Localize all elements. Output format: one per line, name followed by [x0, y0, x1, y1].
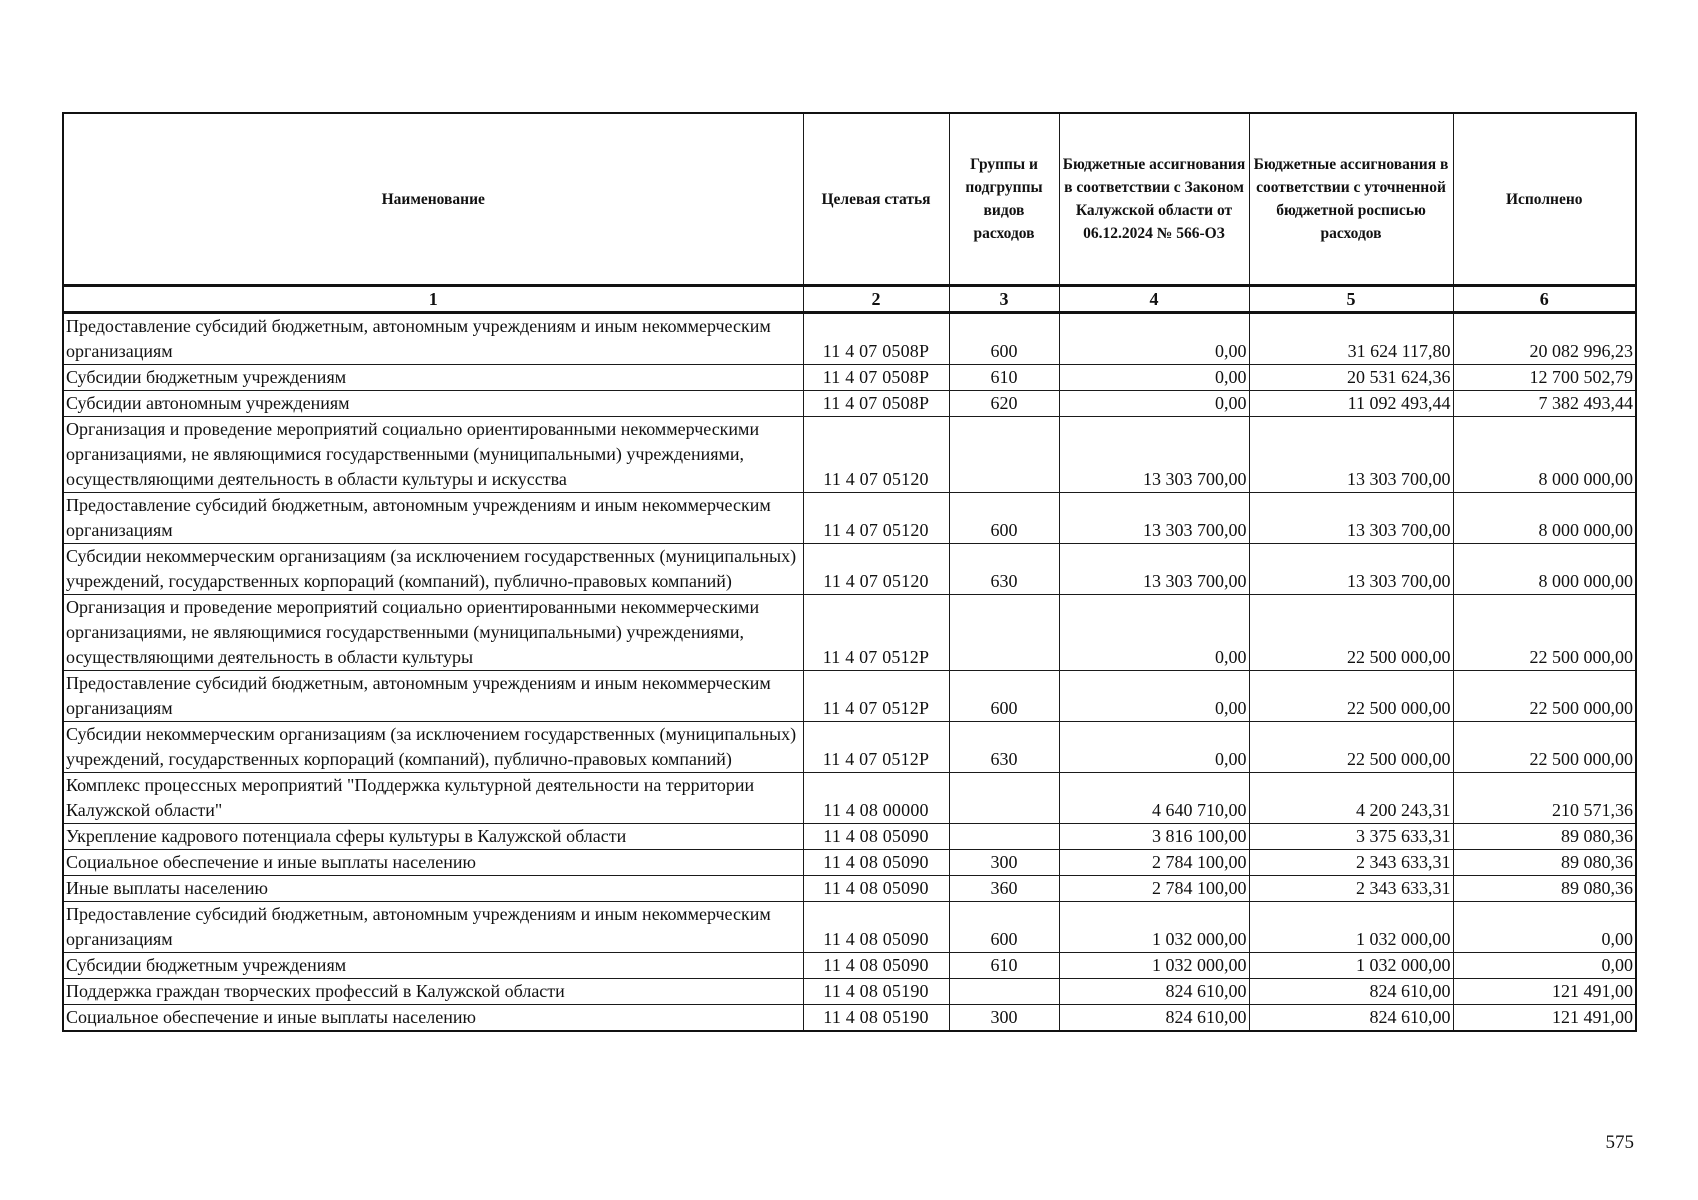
row-executed-amount: 20 082 996,23 [1453, 313, 1636, 365]
row-name: Организация и проведение мероприятий социально ориентированными некоммерческими организациями, не являющимися государственными (муниципальными) учреждениями, осуществляющими деятельность в области культуры [63, 595, 803, 671]
row-name: Организация и проведение мероприятий социально ориентированными некоммерческими организациями, не являющимися государственными (муниципальными) учреждениями, осуществляющими деятельность в области культуры и искусства [63, 417, 803, 493]
row-law-amount: 2 784 100,00 [1059, 876, 1249, 902]
row-name: Иные выплаты населению [63, 876, 803, 902]
row-expense-group: 300 [949, 850, 1059, 876]
table-row [63, 824, 1636, 850]
table-row [63, 876, 1636, 902]
table-row [63, 671, 1636, 722]
table-row [63, 313, 1636, 365]
row-target-article: 11 4 07 05120 [803, 493, 949, 544]
row-target-article: 11 4 08 05190 [803, 1005, 949, 1032]
row-refined-amount: 22 500 000,00 [1249, 595, 1453, 671]
table-row [63, 850, 1636, 876]
row-refined-amount: 11 092 493,44 [1249, 391, 1453, 417]
row-target-article: 11 4 08 00000 [803, 773, 949, 824]
row-target-article: 11 4 07 05120 [803, 544, 949, 595]
table-row [63, 493, 1636, 544]
table-row [63, 365, 1636, 391]
row-expense-group [949, 595, 1059, 671]
row-executed-amount: 22 500 000,00 [1453, 595, 1636, 671]
row-refined-amount: 13 303 700,00 [1249, 493, 1453, 544]
header-expense-groups: Группы и подгруппы видов расходов [949, 113, 1059, 286]
row-refined-amount: 2 343 633,31 [1249, 850, 1453, 876]
row-law-amount: 4 640 710,00 [1059, 773, 1249, 824]
table-row [63, 1005, 1636, 1032]
row-law-amount: 0,00 [1059, 313, 1249, 365]
row-target-article: 11 4 08 05090 [803, 876, 949, 902]
row-name: Субсидии автономным учреждениям [63, 391, 803, 417]
row-law-amount: 0,00 [1059, 391, 1249, 417]
table-row [63, 417, 1636, 493]
row-law-amount: 2 784 100,00 [1059, 850, 1249, 876]
row-expense-group: 600 [949, 671, 1059, 722]
row-executed-amount: 22 500 000,00 [1453, 671, 1636, 722]
row-executed-amount: 8 000 000,00 [1453, 417, 1636, 493]
row-executed-amount: 89 080,36 [1453, 850, 1636, 876]
row-executed-amount: 89 080,36 [1453, 824, 1636, 850]
row-refined-amount: 13 303 700,00 [1249, 544, 1453, 595]
row-target-article: 11 4 08 05190 [803, 979, 949, 1005]
row-target-article: 11 4 07 0512P [803, 595, 949, 671]
row-name: Укрепление кадрового потенциала сферы культуры в Калужской области [63, 824, 803, 850]
row-refined-amount: 22 500 000,00 [1249, 722, 1453, 773]
header-law-allocations: Бюджетные ассигнования в соответствии с Законом Калужской области от 06.12.2024 № 566-ОЗ [1059, 113, 1249, 286]
row-executed-amount: 0,00 [1453, 953, 1636, 979]
table-row [63, 595, 1636, 671]
row-name: Субсидии некоммерческим организациям (за исключением государственных (муниципальных) учреждений, государственных корпораций (компаний), публично-правовых компаний) [63, 544, 803, 595]
row-target-article: 11 4 08 05090 [803, 902, 949, 953]
table-row [63, 722, 1636, 773]
row-refined-amount: 1 032 000,00 [1249, 902, 1453, 953]
table-row [63, 391, 1636, 417]
column-number: 6 [1453, 286, 1636, 313]
row-executed-amount: 121 491,00 [1453, 979, 1636, 1005]
row-expense-group: 610 [949, 365, 1059, 391]
row-target-article: 11 4 07 0512P [803, 722, 949, 773]
row-refined-amount: 2 343 633,31 [1249, 876, 1453, 902]
row-expense-group: 600 [949, 313, 1059, 365]
row-law-amount: 13 303 700,00 [1059, 417, 1249, 493]
row-law-amount: 824 610,00 [1059, 979, 1249, 1005]
column-number: 4 [1059, 286, 1249, 313]
row-name: Предоставление субсидий бюджетным, автономным учреждениям и иным некоммерческим организациям [63, 313, 803, 365]
column-number: 5 [1249, 286, 1453, 313]
row-name: Поддержка граждан творческих профессий в Калужской области [63, 979, 803, 1005]
row-target-article: 11 4 07 05120 [803, 417, 949, 493]
row-name: Комплекс процессных мероприятий "Поддержка культурной деятельности на территории Калужской области" [63, 773, 803, 824]
table-body [63, 313, 1636, 1032]
row-refined-amount: 13 303 700,00 [1249, 417, 1453, 493]
page-number: 575 [1605, 1132, 1634, 1153]
row-executed-amount: 7 382 493,44 [1453, 391, 1636, 417]
row-target-article: 11 4 08 05090 [803, 953, 949, 979]
header-name: Наименование [63, 113, 803, 286]
row-refined-amount: 1 032 000,00 [1249, 953, 1453, 979]
row-executed-amount: 22 500 000,00 [1453, 722, 1636, 773]
table-row [63, 544, 1636, 595]
row-law-amount: 13 303 700,00 [1059, 544, 1249, 595]
row-law-amount: 1 032 000,00 [1059, 953, 1249, 979]
row-name: Субсидии бюджетным учреждениям [63, 953, 803, 979]
row-law-amount: 0,00 [1059, 365, 1249, 391]
column-number: 2 [803, 286, 949, 313]
row-executed-amount: 8 000 000,00 [1453, 544, 1636, 595]
row-law-amount: 1 032 000,00 [1059, 902, 1249, 953]
row-expense-group: 600 [949, 902, 1059, 953]
row-name: Предоставление субсидий бюджетным, автономным учреждениям и иным некоммерческим организациям [63, 671, 803, 722]
row-expense-group [949, 417, 1059, 493]
table-row [63, 979, 1636, 1005]
row-executed-amount: 210 571,36 [1453, 773, 1636, 824]
row-executed-amount: 121 491,00 [1453, 1005, 1636, 1032]
row-executed-amount: 12 700 502,79 [1453, 365, 1636, 391]
row-expense-group [949, 979, 1059, 1005]
header-executed: Исполнено [1453, 113, 1636, 286]
row-expense-group: 630 [949, 544, 1059, 595]
row-name: Социальное обеспечение и иные выплаты населению [63, 1005, 803, 1032]
row-executed-amount: 89 080,36 [1453, 876, 1636, 902]
row-expense-group: 360 [949, 876, 1059, 902]
column-number: 1 [63, 286, 803, 313]
row-name: Субсидии некоммерческим организациям (за исключением государственных (муниципальных) учреждений, государственных корпораций (компаний), публично-правовых компаний) [63, 722, 803, 773]
row-expense-group: 630 [949, 722, 1059, 773]
header-row [63, 113, 1636, 286]
table-row [63, 773, 1636, 824]
row-target-article: 11 4 08 05090 [803, 824, 949, 850]
row-expense-group [949, 824, 1059, 850]
row-law-amount: 824 610,00 [1059, 1005, 1249, 1032]
row-target-article: 11 4 08 05090 [803, 850, 949, 876]
row-refined-amount: 824 610,00 [1249, 979, 1453, 1005]
row-law-amount: 13 303 700,00 [1059, 493, 1249, 544]
row-name: Социальное обеспечение и иные выплаты населению [63, 850, 803, 876]
row-refined-amount: 20 531 624,36 [1249, 365, 1453, 391]
row-name: Субсидии бюджетным учреждениям [63, 365, 803, 391]
table-row [63, 902, 1636, 953]
row-executed-amount: 8 000 000,00 [1453, 493, 1636, 544]
row-executed-amount: 0,00 [1453, 902, 1636, 953]
row-law-amount: 0,00 [1059, 722, 1249, 773]
row-refined-amount: 31 624 117,80 [1249, 313, 1453, 365]
row-expense-group: 620 [949, 391, 1059, 417]
row-refined-amount: 3 375 633,31 [1249, 824, 1453, 850]
header-target-article: Целевая статья [803, 113, 949, 286]
row-name: Предоставление субсидий бюджетным, автономным учреждениям и иным некоммерческим организациям [63, 493, 803, 544]
row-target-article: 11 4 07 0508P [803, 365, 949, 391]
row-expense-group: 300 [949, 1005, 1059, 1032]
row-target-article: 11 4 07 0508P [803, 313, 949, 365]
row-expense-group: 600 [949, 493, 1059, 544]
row-target-article: 11 4 07 0508P [803, 391, 949, 417]
row-refined-amount: 824 610,00 [1249, 1005, 1453, 1032]
row-refined-amount: 4 200 243,31 [1249, 773, 1453, 824]
row-law-amount: 0,00 [1059, 595, 1249, 671]
row-expense-group [949, 773, 1059, 824]
row-target-article: 11 4 07 0512P [803, 671, 949, 722]
budget-table [62, 112, 1637, 1032]
row-law-amount: 0,00 [1059, 671, 1249, 722]
column-number-row [63, 286, 1636, 313]
header-refined-allocations: Бюджетные ассигнования в соответствии с уточненной бюджетной росписью расходов [1249, 113, 1453, 286]
column-number: 3 [949, 286, 1059, 313]
row-expense-group: 610 [949, 953, 1059, 979]
table-row [63, 953, 1636, 979]
row-refined-amount: 22 500 000,00 [1249, 671, 1453, 722]
row-law-amount: 3 816 100,00 [1059, 824, 1249, 850]
row-name: Предоставление субсидий бюджетным, автономным учреждениям и иным некоммерческим организациям [63, 902, 803, 953]
